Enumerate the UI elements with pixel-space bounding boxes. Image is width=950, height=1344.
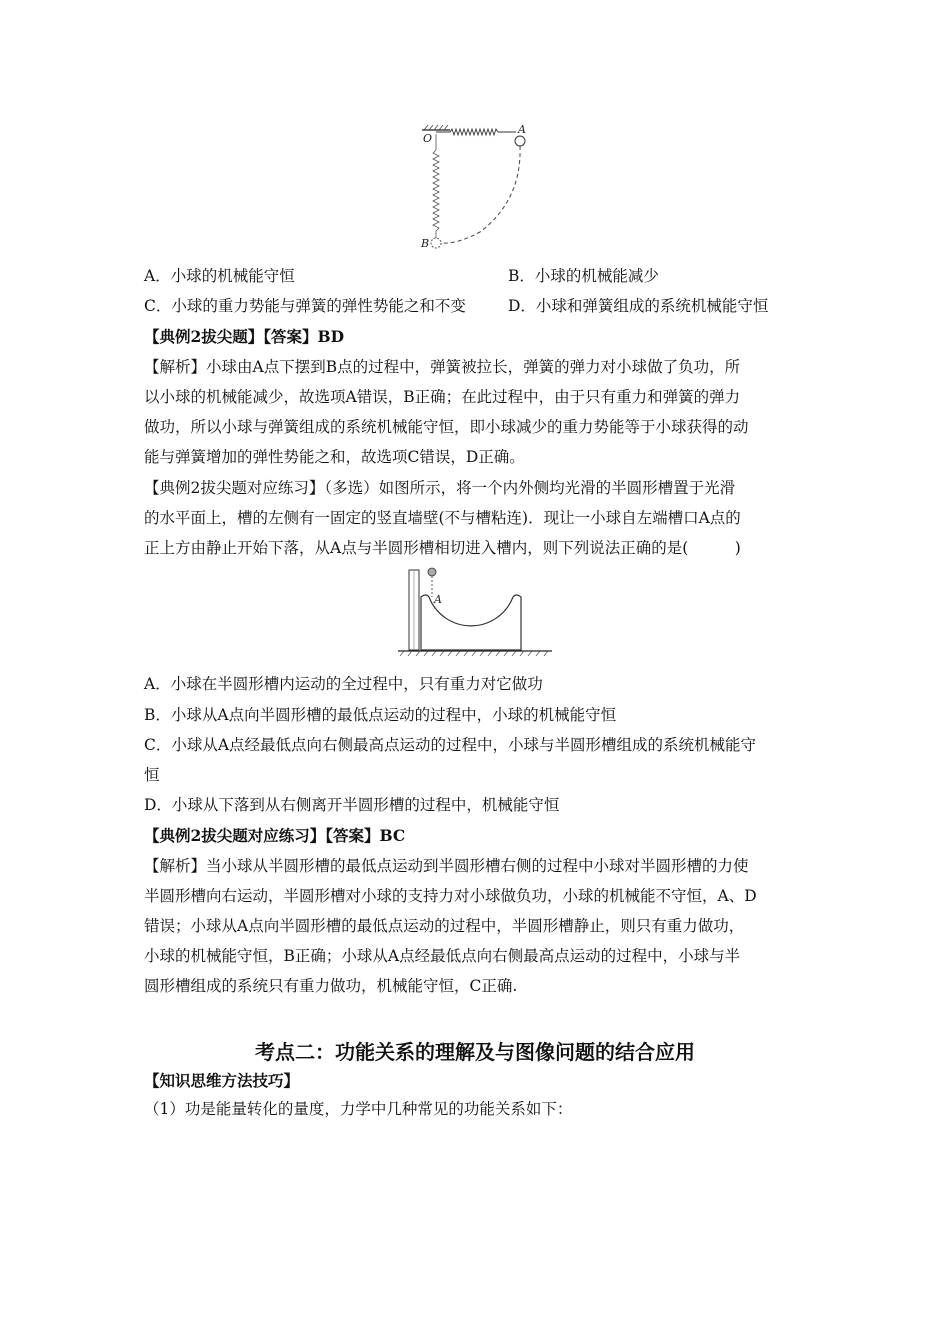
q1-option-d: D．小球和弹簧组成的系统机械能守恒 bbox=[508, 297, 769, 315]
q2-option-b: B．小球从A点向半圆形槽的最低点运动的过程中，小球的机械能守恒 bbox=[144, 706, 617, 724]
analysis-2-line: 【解析】当小球从半圆形槽的最低点运动到半圆形槽右侧的过程中小球对半圆形槽的力使 bbox=[144, 857, 749, 875]
q2-option-d: D．小球从下落到从右侧离开半圆形槽的过程中，机械能守恒 bbox=[144, 796, 560, 814]
method-line: （1）功是能量转化的量度，力学中几种常见的功能关系如下： bbox=[144, 1100, 573, 1118]
q2-option-c-cont: 恒 bbox=[144, 766, 160, 784]
answer-2: 【典例2拔尖题对应练习】【答案】BC bbox=[144, 826, 406, 845]
label-B: B bbox=[421, 237, 430, 250]
q2-option-a: A．小球在半圆形槽内运动的全过程中，只有重力对它做功 bbox=[144, 675, 543, 693]
method-heading: 【知识思维方法技巧】 bbox=[144, 1071, 300, 1090]
semicircle-groove-figure bbox=[396, 565, 556, 660]
analysis-1-line: 以小球的机械能减少，故选项A错误，B正确；在此过程中，由于只有重力和弹簧的弹力 bbox=[144, 388, 741, 406]
section-title: 考点二：功能关系的理解及与图像问题的结合应用 bbox=[255, 1040, 695, 1064]
analysis-2-line: 小球的机械能守恒，B正确；小球从A点经最低点向右侧最高点运动的过程中，小球与半 bbox=[144, 947, 741, 965]
label-A: A bbox=[518, 123, 526, 136]
analysis-1-line: 【解析】小球由A点下摆到B点的过程中，弹簧被拉长，弹簧的弹力对小球做了负功，所 bbox=[144, 358, 741, 376]
practice-question-line: 正上方由静止开始下落，从A点与半圆形槽相切进入槽内，则下列说法正确的是( ) bbox=[144, 539, 741, 557]
label-A: A bbox=[434, 593, 442, 606]
q1-option-b: B．小球的机械能减少 bbox=[508, 267, 659, 285]
q2-option-c: C．小球从A点经最低点向右侧最高点运动的过程中，小球与半圆形槽组成的系统机械能守 bbox=[144, 736, 757, 754]
q1-option-c: C．小球的重力势能与弹簧的弹性势能之和不变 bbox=[144, 297, 466, 315]
practice-question-line: 的水平面上，槽的左侧有一固定的竖直墙壁(不与槽粘连)．现让一小球自左端槽口A点的 bbox=[144, 509, 741, 527]
analysis-2-line: 圆形槽组成的系统只有重力做功，机械能守恒，C正确. bbox=[144, 977, 518, 995]
answer-1: 【典例2拔尖题】【答案】BD bbox=[144, 327, 345, 346]
analysis-2-line: 错误；小球从A点向半圆形槽的最低点运动的过程中，半圆形槽静止，则只有重力做功， bbox=[144, 917, 745, 935]
label-O: O bbox=[423, 132, 433, 145]
analysis-1-line: 能与弹簧增加的弹性势能之和，故选项C错误，D正确。 bbox=[144, 448, 525, 466]
analysis-2-line: 半圆形槽向右运动，半圆形槽对小球的支持力对小球做负功，小球的机械能不守恒，A、D bbox=[144, 887, 757, 905]
practice-question-line: 【典例2拔尖题对应练习】（多选）如图所示，将一个内外侧均光滑的半圆形槽置于光滑 bbox=[144, 479, 736, 497]
q1-option-a: A．小球的机械能守恒 bbox=[144, 267, 295, 285]
spring-pendulum-figure bbox=[410, 120, 540, 255]
analysis-1-line: 做功，所以小球与弹簧组成的系统机械能守恒，即小球减少的重力势能等于小球获得的动 bbox=[144, 418, 749, 436]
